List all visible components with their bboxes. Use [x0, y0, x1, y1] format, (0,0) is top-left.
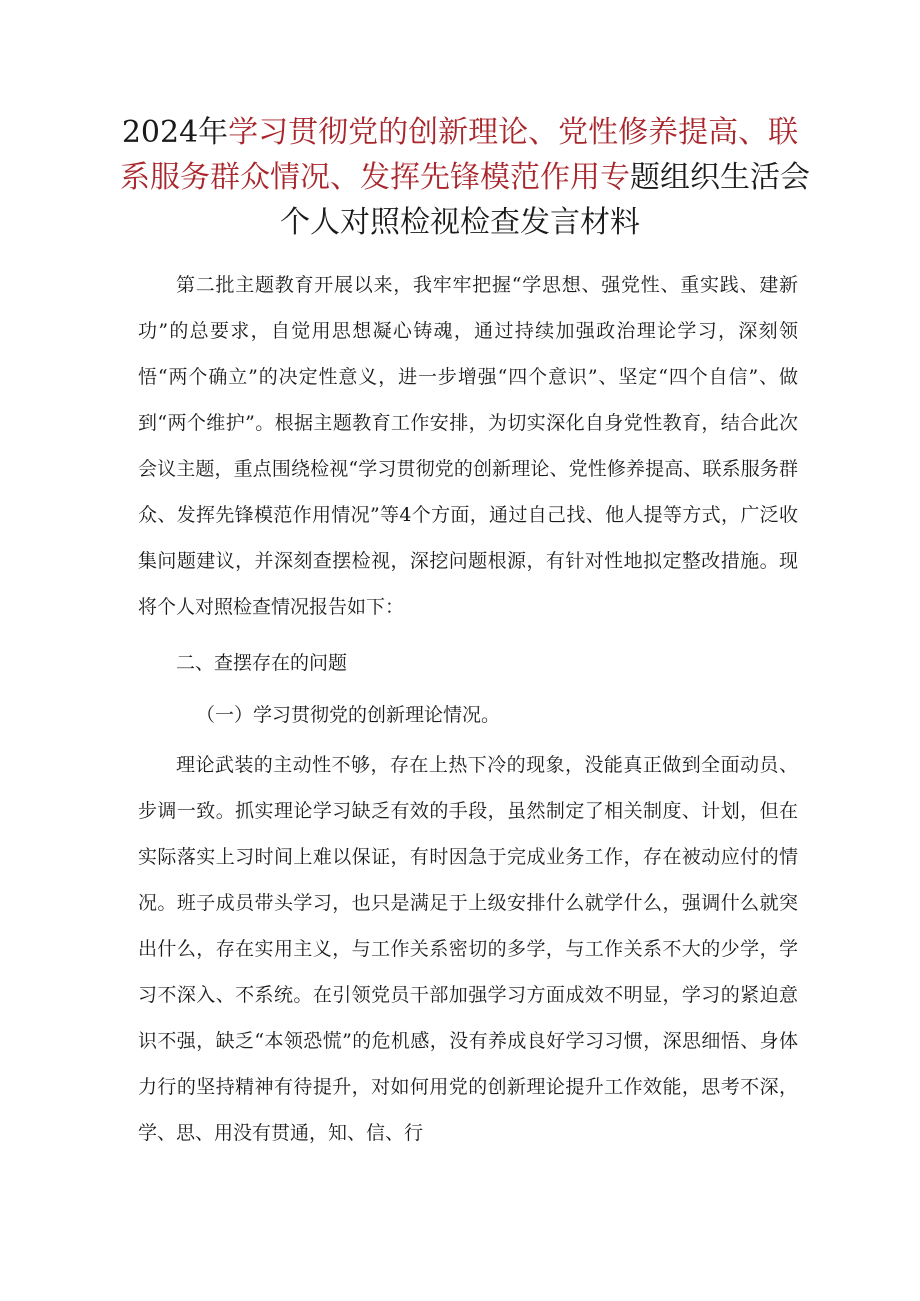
document-title: [120, 110, 810, 245]
title-year: 2024年: [121, 115, 229, 150]
title-red-part-2: 系服务群众情况、发挥先锋模范作用专: [120, 160, 630, 195]
title-red-part-1: 学习贯彻党的创新理论、党性修养提高、联: [228, 115, 799, 150]
title-black-part-2: 题组织生活会: [630, 160, 810, 195]
section1-block: [138, 742, 798, 1156]
subsection-heading: （一）学习贯彻党的创新理论情况。: [196, 704, 501, 726]
section1-paragraph: 理论武装的主动性不够，存在上热下冷的现象，没能真正做到全面动员、步调一致。抓实理论学习缺乏有效的手段，虽然制定了相关制度、计划，但在实际落实上习时间上难以保证，有时因急于完成业务工作，存在被动应付的情况。班子成员带头学习，也只是满足于上级安排什么就学什么，强调什么就突出什么，存在实用主义，与工作关系密切的多学，与工作关系不大的少学，学习不深入、不系统。在引领党员干部加强学习方面成效不明显，学习的紧迫意识不强，缺乏“本领恐慌”的危机感，没有养成良好学习习惯，深思细悟、身体力行的坚持精神有待提升，对如何用党的创新理论提升工作效能，思考不深，学、思、用没有贯通，知、信、行: [138, 754, 798, 1144]
title-line-1: [120, 110, 800, 155]
intro-block: [138, 262, 798, 630]
intro-paragraph: 第二批主题教育开展以来，我牢牢把握“学思想、强党性、重实践、建新功”的总要求，自觉用思想凝心铸魂，通过持续加强政治理论学习，深刻领悟“两个确立”的决定性意义，进一步增强“四个意识”、坚定“四个自信”、做到“两个维护”。根据主题教育工作安排，为切实深化自身党性教育，结合此次会议主题，重点围绕检视“学习贯彻党的创新理论、党性修养提高、联系服务群众、发挥先锋模范作用情况”等4个方面，通过自己找、他人提等方式，广泛收集问题建议，并深刻查摆检视，深挖问题根源，有针对性地拟定整改措施。现将个人对照检查情况报告如下：: [138, 274, 798, 618]
title-line-2: [120, 155, 810, 200]
section-heading: 二、查摆存在的问题: [176, 652, 348, 674]
title-line-3: 个人对照检视检查发言材料: [280, 205, 640, 240]
